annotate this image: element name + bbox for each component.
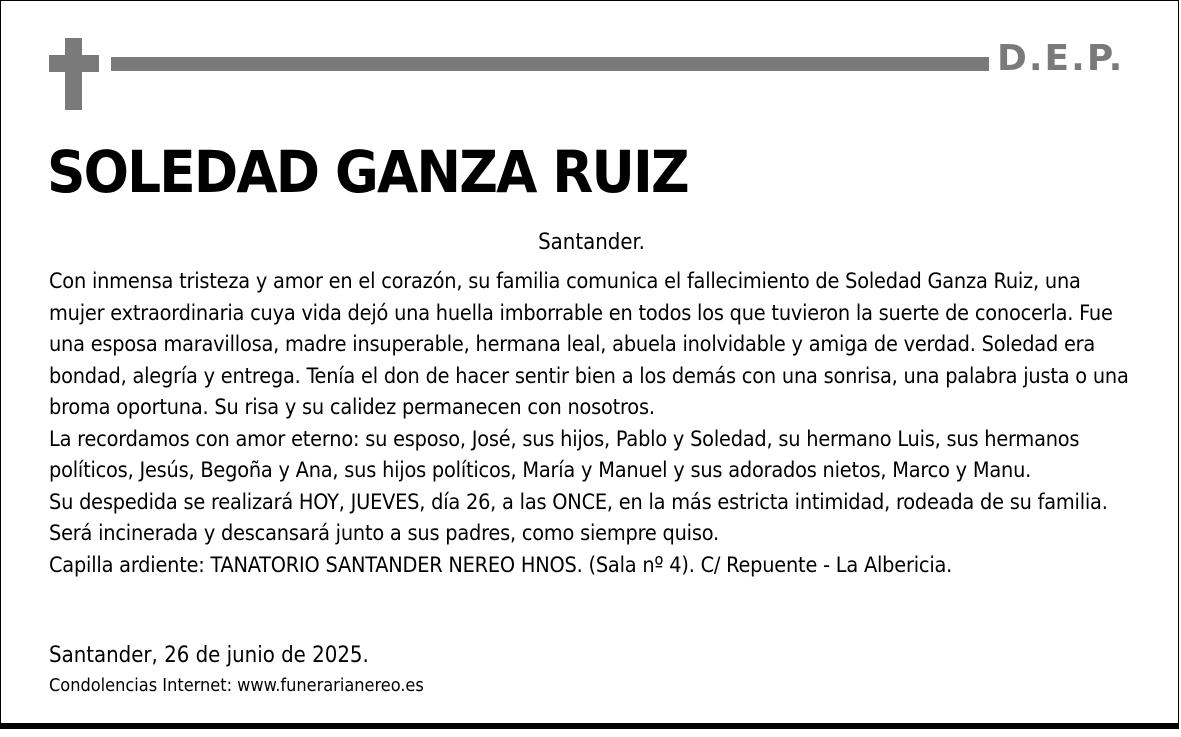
place-line: Santander.	[538, 230, 645, 255]
paragraph-chapel: Capilla ardiente: TANATORIO SANTANDER NEREO HNOS. (Sala nº 4). C/ Repuente - La Albericia.	[49, 552, 953, 578]
notice-body	[49, 266, 1129, 581]
paragraph-family: La recordamos con amor eterno: su esposo, José, sus hijos, Pablo y Soledad, su hermano Luis, sus hermanos políticos, Jesús, Begoña y Ana, sus hijos políticos, María y Manuel y sus adorados nietos, Marco y Manu.	[49, 426, 1080, 483]
deceased-name: SOLEDAD GANZA RUIZ	[47, 138, 688, 206]
date-line: Santander, 26 de junio de 2025.	[49, 643, 369, 668]
cross-icon-bar	[49, 55, 99, 72]
dep-label: D.E.P.	[997, 38, 1125, 79]
paragraph-announcement: Con inmensa tristeza y amor en el corazón, su familia comunica el fallecimiento de Soledad Ganza Ruiz, una mujer extraordinaria cuya vida dejó una huella imborrable en todos los que tuvieron la suerte de conocerla. Fue una esposa maravillosa, madre insuperable, hermana leal, abuela inolvidable y amiga de verdad. Soledad era bondad, alegría y entrega. Tenía el don de hacer sentir bien a los demás con una sonrisa, una palabra justa o una broma oportuna. Su risa y su calidez permanecen con nosotros.	[49, 269, 1129, 420]
paragraph-farewell: Su despedida se realizará HOY, JUEVES, día 26, a las ONCE, en la más estricta intimidad, rodeada de su familia. Será incinerada y descansará junto a sus padres, como siempre quiso.	[49, 489, 1108, 546]
header-rule	[111, 57, 989, 71]
cross-icon	[65, 38, 82, 110]
condolences-line: Condolencias Internet: www.funerarianereo.es	[49, 675, 424, 696]
